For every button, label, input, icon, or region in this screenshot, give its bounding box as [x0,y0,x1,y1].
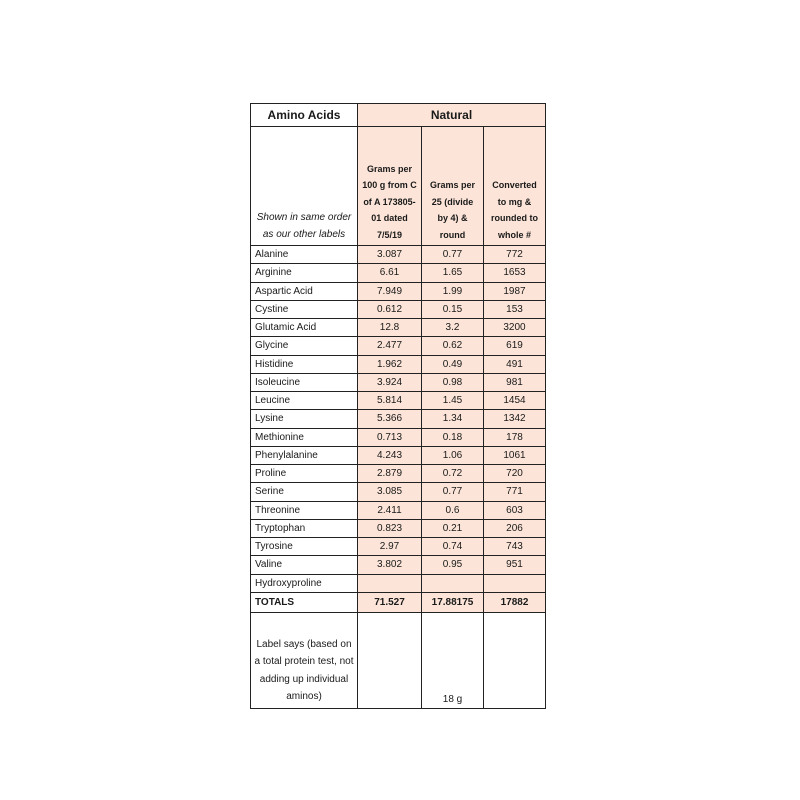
mg-cell: 153 [484,300,546,318]
grams-per-25-cell: 0.49 [422,355,484,373]
label-says-row [251,612,546,708]
grams-per-25-cell: 0.18 [422,428,484,446]
grams-per-100g-cell: 0.713 [358,428,422,446]
mg-cell: 3200 [484,319,546,337]
grams-per-100g-cell: 3.087 [358,246,422,264]
amino-acid-name: Threonine [251,501,358,519]
grams-per-100g-cell: 5.814 [358,392,422,410]
table-row [251,574,546,592]
grams-per-25-cell: 0.74 [422,538,484,556]
mg-cell: 603 [484,501,546,519]
grams-per-25-cell: 0.21 [422,519,484,537]
grams-per-25-cell: 1.65 [422,264,484,282]
amino-acids-header: Amino Acids [251,104,358,127]
grams-per-100g-header: Grams per 100 g from C of A 173805-01 dated 7/5/19 [358,127,422,246]
label-says-text: Label says (based on a total protein test, not adding up individual aminos) [251,612,358,708]
totals-g100: 71.527 [358,592,422,612]
grams-per-25-cell: 0.77 [422,483,484,501]
mg-cell: 206 [484,519,546,537]
grams-per-25-cell: 1.99 [422,282,484,300]
amino-acid-name: Tryptophan [251,519,358,537]
grams-per-25-cell: 1.06 [422,446,484,464]
amino-acid-name: Aspartic Acid [251,282,358,300]
grams-per-25-cell: 0.77 [422,246,484,264]
mg-cell: 1653 [484,264,546,282]
table-row [251,319,546,337]
amino-acid-name: Cystine [251,300,358,318]
amino-acid-name: Leucine [251,392,358,410]
amino-acid-name: Glycine [251,337,358,355]
table-row [251,465,546,483]
mg-cell: 981 [484,373,546,391]
mg-cell: 720 [484,465,546,483]
grams-per-100g-cell: 6.61 [358,264,422,282]
grams-per-100g-cell: 1.962 [358,355,422,373]
mg-cell [484,574,546,592]
amino-acid-name: Tyrosine [251,538,358,556]
grams-per-100g-cell: 5.366 [358,410,422,428]
totals-label: TOTALS [251,592,358,612]
table-row [251,556,546,574]
amino-acid-name: Phenylalanine [251,446,358,464]
amino-acid-name: Isoleucine [251,373,358,391]
mg-cell: 772 [484,246,546,264]
label-says-g100 [358,612,422,708]
mg-cell: 1061 [484,446,546,464]
table-row [251,337,546,355]
grams-per-100g-cell: 3.802 [358,556,422,574]
header-row [251,104,546,127]
converted-mg-header: Converted to mg & rounded to whole # [484,127,546,246]
amino-acid-name: Lysine [251,410,358,428]
amino-acid-name: Valine [251,556,358,574]
label-says-mg [484,612,546,708]
grams-per-100g-cell: 3.924 [358,373,422,391]
label-says-g25: 18 g [422,612,484,708]
amino-acid-name: Hydroxyproline [251,574,358,592]
grams-per-25-cell: 3.2 [422,319,484,337]
order-note: Shown in same order as our other labels [251,127,358,246]
grams-per-100g-cell: 7.949 [358,282,422,300]
totals-mg: 17882 [484,592,546,612]
mg-cell: 1454 [484,392,546,410]
amino-acid-name: Proline [251,465,358,483]
grams-per-25-cell: 0.95 [422,556,484,574]
mg-cell: 491 [484,355,546,373]
grams-per-100g-cell: 2.477 [358,337,422,355]
grams-per-25-cell: 0.6 [422,501,484,519]
table-body [251,246,546,593]
table-row [251,538,546,556]
mg-cell: 619 [484,337,546,355]
totals-row [251,592,546,612]
grams-per-25-cell: 1.34 [422,410,484,428]
totals-g25: 17.88175 [422,592,484,612]
grams-per-25-cell: 0.72 [422,465,484,483]
table-row [251,282,546,300]
subheader-row [251,127,546,246]
grams-per-100g-cell: 2.97 [358,538,422,556]
table-row [251,410,546,428]
grams-per-25-cell: 1.45 [422,392,484,410]
table-row [251,519,546,537]
amino-acid-name: Alanine [251,246,358,264]
amino-acid-name: Glutamic Acid [251,319,358,337]
grams-per-100g-cell: 2.411 [358,501,422,519]
mg-cell: 1342 [484,410,546,428]
natural-header: Natural [358,104,546,127]
amino-acid-name: Methionine [251,428,358,446]
grams-per-25-cell: 0.62 [422,337,484,355]
grams-per-100g-cell: 4.243 [358,446,422,464]
grams-per-25-cell [422,574,484,592]
mg-cell: 178 [484,428,546,446]
amino-acid-name: Serine [251,483,358,501]
amino-acid-table [250,103,546,709]
grams-per-100g-cell: 0.823 [358,519,422,537]
table-row [251,373,546,391]
table-row [251,501,546,519]
grams-per-25-cell: 0.15 [422,300,484,318]
grams-per-100g-cell: 0.612 [358,300,422,318]
table-row [251,428,546,446]
grams-per-25-cell: 0.98 [422,373,484,391]
grams-per-100g-cell: 2.879 [358,465,422,483]
mg-cell: 951 [484,556,546,574]
mg-cell: 743 [484,538,546,556]
table-row [251,483,546,501]
grams-per-100g-cell: 12.8 [358,319,422,337]
grams-per-100g-cell [358,574,422,592]
table-row [251,392,546,410]
mg-cell: 771 [484,483,546,501]
grams-per-100g-cell: 3.085 [358,483,422,501]
table-row [251,355,546,373]
table-row [251,446,546,464]
amino-acid-name: Arginine [251,264,358,282]
grams-per-25-header: Grams per 25 (divide by 4) & round [422,127,484,246]
table-row [251,246,546,264]
amino-acid-name: Histidine [251,355,358,373]
table-row [251,264,546,282]
table-row [251,300,546,318]
mg-cell: 1987 [484,282,546,300]
